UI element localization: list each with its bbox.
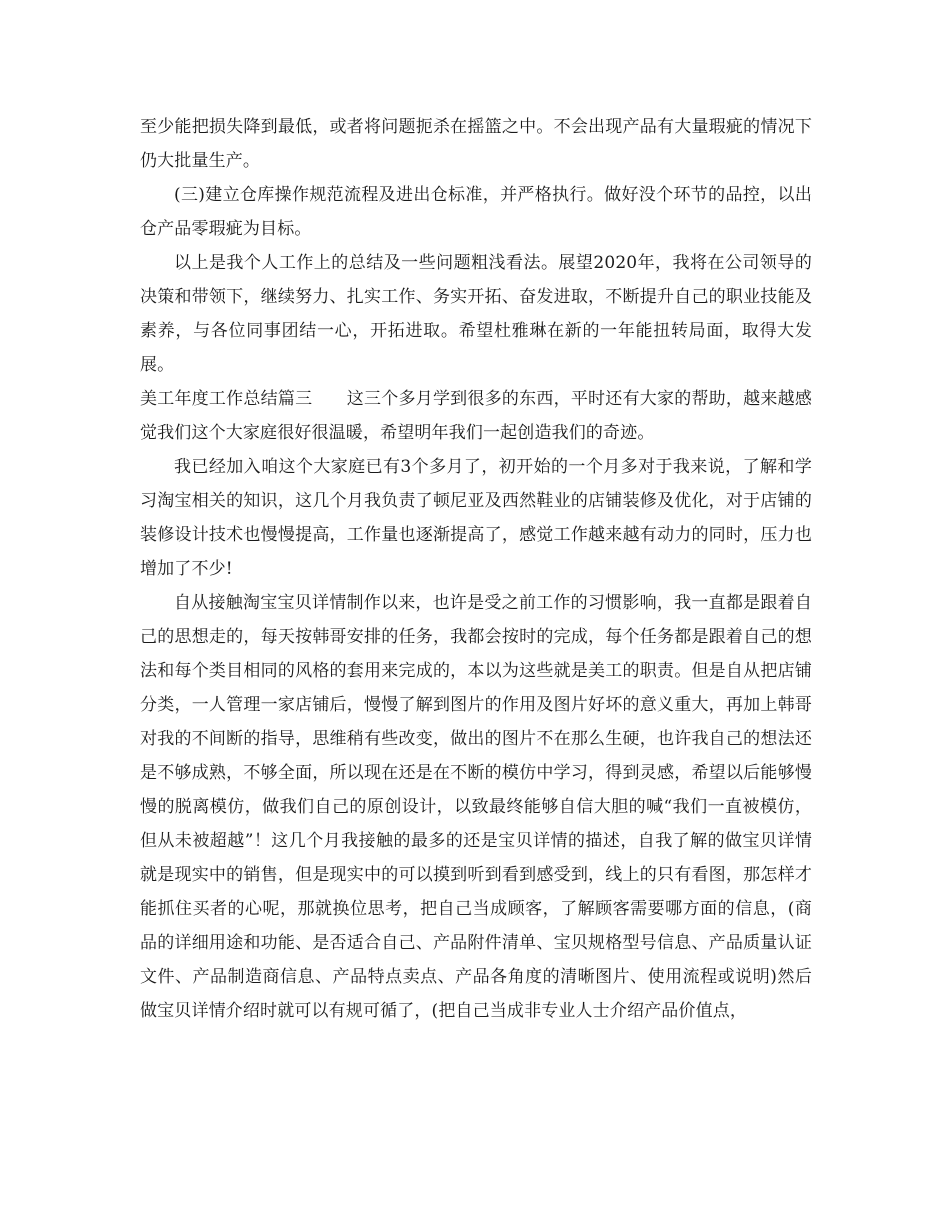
- paragraph-3: 以上是我个人工作上的总结及一些问题粗浅看法。展望2020年，我将在公司领导的决策和带领下，继续努力、扎实工作、务实开拓、奋发进取，不断提升自己的职业技能及素养，与各位同事团结一心，开拓进取。希望杜雅琳在新的一年能扭转局面，取得大发展。: [140, 253, 812, 375]
- paragraph-6: 自从接触淘宝宝贝详情制作以来，也许是受之前工作的习惯影响，我一直都是跟着自己的思想走的，每天按韩哥安排的任务，我都会按时的完成，每个任务都是跟着自己的想法和每个类目相同的风格的套用来完成的，本以为这些就是美工的职责。但是自从把店铺分类，一人管理一家店铺后，慢慢了解到图片的作用及图片好坏的意义重大，再加上韩哥对我的不间断的指导，思维稍有些改变，做出的图片不在那么生硬，也许我自己的想法还是不够成熟，不够全面，所以现在还是在不断的模仿中学习，得到灵感，希望以后能够慢慢的脱离模仿，做我们自己的原创设计，以致最终能够自信大胆的喊“我们一直被模仿，但从未被超越”！这几个月我接触的最多的还是宝贝详情的描述，自我了解的做宝贝详情就是现实中的销售，但是现实中的可以摸到听到看到感受到，线上的只有看图，那怎样才能抓住买者的心呢，那就换位思考，把自己当成顾客，了解顾客需要哪方面的信息，(商品的详细用途和功能、是否适合自己、产品附件清单、宝贝规格型号信息、产品质量认证文件、产品制造商信息、产品特点卖点、产品各角度的清晰图片、使用流程或说明)然后做宝贝详情介绍时就可以有规可循了，(把自己当成非专业人士介绍产品价值点，: [140, 593, 812, 1021]
- paragraph-1: 至少能把损失降到最低，或者将问题扼杀在摇篮之中。不会出现产品有大量瑕疵的情况下仍大批量生产。: [140, 117, 812, 171]
- paragraph-5: 我已经加入咱这个大家庭已有3个多月了，初开始的一个月多对于我来说，了解和学习淘宝相关的知识，这几个月我负责了顿尼亚及西然鞋业的店铺装修及优化，对于店铺的装修设计技术也慢慢提高，工作量也逐渐提高了，感觉工作越来越有动力的同时，压力也增加了不少!: [140, 457, 812, 579]
- document-body: [140, 110, 812, 1028]
- paragraph-4-section-heading: 美工年度工作总结篇三 这三个多月学到很多的东西，平时还有大家的帮助，越来越感觉我们这个大家庭很好很温暖，希望明年我们一起创造我们的奇迹。: [140, 389, 812, 443]
- paragraph-2: (三)建立仓库操作规范流程及进出仓标准，并严格执行。做好没个环节的品控，以出仓产品零瑕疵为目标。: [140, 185, 812, 239]
